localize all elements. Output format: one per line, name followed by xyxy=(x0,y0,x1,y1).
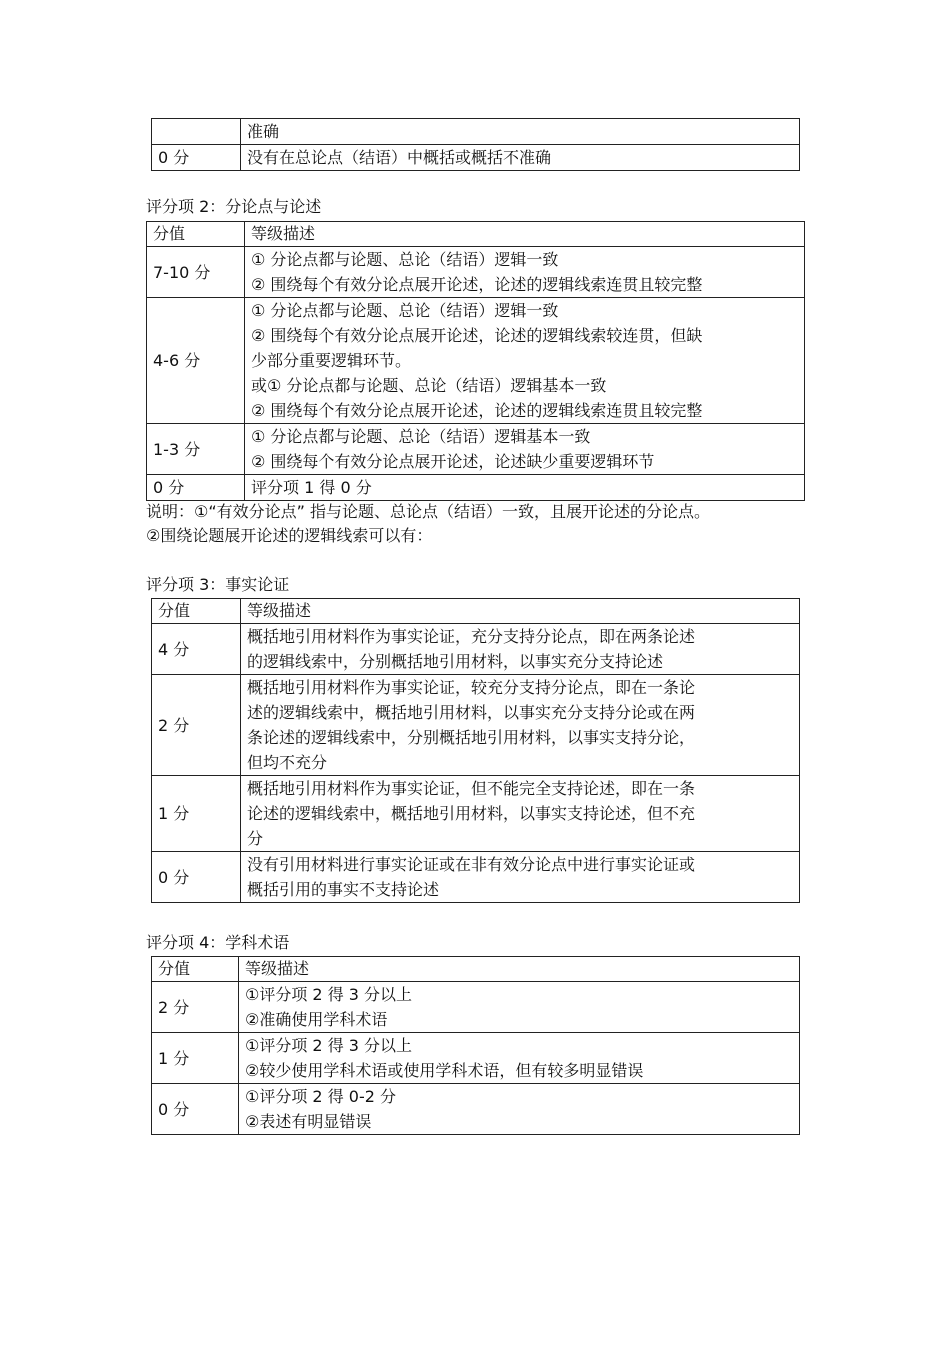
description-cell xyxy=(241,624,800,675)
description-line: 概括地引用材料作为事实论证，充分支持分论点，即在两条论述 xyxy=(247,627,696,646)
table-row xyxy=(152,675,800,776)
description-line: ②表述有明显错误 xyxy=(245,1112,372,1131)
description-cell xyxy=(241,776,800,852)
score-cell: 0 分 xyxy=(152,145,241,171)
table-row xyxy=(152,119,800,145)
table-row xyxy=(152,145,800,171)
description-line: ① 分论点都与论题、总论（结语）逻辑一致 xyxy=(251,250,559,269)
description-cell xyxy=(245,298,805,424)
section-2-table xyxy=(146,221,805,501)
score-cell: 4 分 xyxy=(152,624,241,675)
description-line: 或① 分论点都与论题、总论（结语）逻辑基本一致 xyxy=(251,376,607,395)
description-line: 评分项 1 得 0 分 xyxy=(251,478,372,497)
description-line: 条论述的逻辑线索中，分别概括地引用材料，以事实支持分论， xyxy=(247,728,696,747)
header-description: 等级描述 xyxy=(241,599,800,624)
table-row xyxy=(147,298,805,424)
table-header-row xyxy=(152,599,800,624)
description-cell xyxy=(241,852,800,903)
header-description: 等级描述 xyxy=(239,957,800,982)
score-cell: 7-10 分 xyxy=(147,247,245,298)
table-row xyxy=(152,1084,800,1135)
description-line: 概括地引用材料作为事实论证，但不能完全支持论述，即在一条 xyxy=(247,779,696,798)
table-row xyxy=(152,1033,800,1084)
score-cell: 1 分 xyxy=(152,1033,239,1084)
description-cell xyxy=(239,982,800,1033)
description-line: ② 围绕每个有效分论点展开论述，论述的逻辑线索连贯且较完整 xyxy=(251,275,703,294)
description-line: 述的逻辑线索中，概括地引用材料，以事实充分支持分论或在两 xyxy=(247,703,696,722)
table-row xyxy=(147,247,805,298)
score-cell: 2 分 xyxy=(152,982,239,1033)
description-line: ① 分论点都与论题、总论（结语）逻辑基本一致 xyxy=(251,427,591,446)
description-line: ② 围绕每个有效分论点展开论述，论述缺少重要逻辑环节 xyxy=(251,452,655,471)
header-score: 分值 xyxy=(152,957,239,982)
section-2-note: ②围绕论题展开论述的逻辑线索可以有： xyxy=(146,526,433,545)
description-cell xyxy=(241,675,800,776)
description-line: 概括地引用材料作为事实论证，较充分支持分论点，即在一条论 xyxy=(247,678,696,697)
description-cell xyxy=(245,247,805,298)
score-cell: 0 分 xyxy=(147,475,245,501)
score-cell: 0 分 xyxy=(152,1084,239,1135)
description-cell xyxy=(239,1033,800,1084)
description-line: 没有引用材料进行事实论证或在非有效分论点中进行事实论证或 xyxy=(247,855,696,874)
description-line: 分 xyxy=(247,829,264,848)
score-cell: 0 分 xyxy=(152,852,241,903)
description-line: ① 分论点都与论题、总论（结语）逻辑一致 xyxy=(251,301,559,320)
description-line: ② 围绕每个有效分论点展开论述，论述的逻辑线索连贯且较完整 xyxy=(251,401,703,420)
description-line: 少部分重要逻辑环节。 xyxy=(251,351,412,370)
description-cell xyxy=(245,475,805,501)
header-score: 分值 xyxy=(152,599,241,624)
header-description: 等级描述 xyxy=(245,222,805,247)
description-line: ②较少使用学科术语或使用学科术语，但有较多明显错误 xyxy=(245,1061,644,1080)
score-cell: 2 分 xyxy=(152,675,241,776)
description-line: 论述的逻辑线索中，概括地引用材料，以事实支持论述，但不充 xyxy=(247,804,696,823)
table-row xyxy=(152,624,800,675)
continuation-table xyxy=(151,118,800,171)
section-2-caption: 评分项 2：分论点与论述 xyxy=(146,197,322,216)
section-2-note: 说明：①“有效分论点” 指与论题、总论点（结语）一致，且展开论述的分论点。 xyxy=(146,502,711,521)
description-line: 的逻辑线索中，分别概括地引用材料，以事实充分支持论述 xyxy=(247,652,664,671)
section-4-caption: 评分项 4：学科术语 xyxy=(146,933,290,952)
description-line: ②准确使用学科术语 xyxy=(245,1010,388,1029)
score-cell xyxy=(152,119,241,145)
description-cell xyxy=(239,1084,800,1135)
description-cell xyxy=(241,119,800,145)
table-header-row xyxy=(147,222,805,247)
description-cell xyxy=(245,424,805,475)
description-line: 但均不充分 xyxy=(247,753,328,772)
description-line: 概括引用的事实不支持论述 xyxy=(247,880,440,899)
table-row xyxy=(152,776,800,852)
description-line: ①评分项 2 得 3 分以上 xyxy=(245,985,413,1004)
description-line: 准确 xyxy=(247,122,280,141)
description-line: ①评分项 2 得 0-2 分 xyxy=(245,1087,397,1106)
section-4-table xyxy=(151,956,800,1135)
score-cell: 1-3 分 xyxy=(147,424,245,475)
description-line: 没有在总论点（结语）中概括或概括不准确 xyxy=(247,148,552,167)
table-row xyxy=(152,982,800,1033)
table-header-row xyxy=(152,957,800,982)
table-row xyxy=(147,424,805,475)
description-line: ①评分项 2 得 3 分以上 xyxy=(245,1036,413,1055)
description-line: ② 围绕每个有效分论点展开论述，论述的逻辑线索较连贯，但缺 xyxy=(251,326,703,345)
section-3-table xyxy=(151,598,800,903)
score-cell: 4-6 分 xyxy=(147,298,245,424)
section-3-caption: 评分项 3：事实论证 xyxy=(146,575,290,594)
description-cell xyxy=(241,145,800,171)
table-row xyxy=(147,475,805,501)
header-score: 分值 xyxy=(147,222,245,247)
table-row xyxy=(152,852,800,903)
score-cell: 1 分 xyxy=(152,776,241,852)
